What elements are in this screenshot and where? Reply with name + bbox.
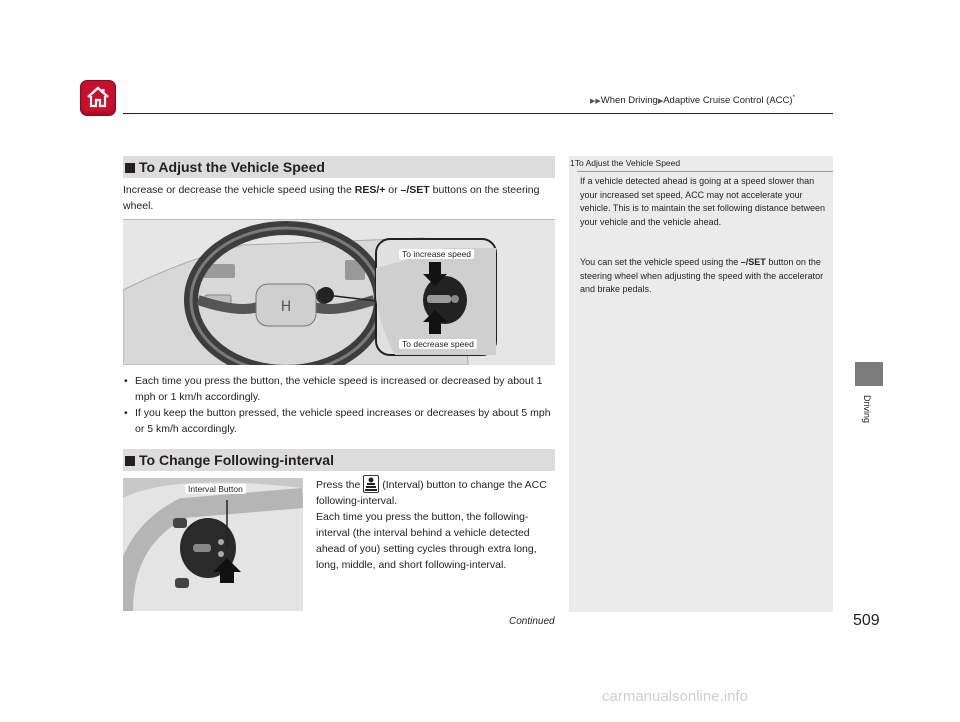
breadcrumb: [590, 95, 795, 106]
bullet-list: [123, 373, 553, 437]
sidebar-rule: [577, 171, 833, 172]
intro-text: Increase or decrease the vehicle speed using the: [123, 184, 355, 196]
section-title: To Change Following-interval: [139, 452, 334, 468]
section-square-icon: [125, 163, 135, 173]
note-mark: 1: [570, 158, 575, 168]
sidebar-paragraph: [580, 256, 826, 297]
bullet-item: • If you keep the button pressed, the vehicle speed increases or decreases by about 5 mph or 5 km/h accordingly.: [123, 405, 553, 437]
decrease-speed-label: To decrease speed: [399, 339, 477, 349]
option-mark: *: [792, 95, 795, 101]
interval-text: Each time you press the button, the following-interval (the interval behind a vehicle detected ahead of you) setting cycles through extra long, long, middle, and short following-interval.: [316, 511, 537, 571]
breadcrumb-arrow-icon: ▶: [657, 98, 664, 106]
section-square-icon: [125, 456, 135, 466]
bullet-item: • Each time you press the button, the vehicle speed is increased or decreased by about 1 mph or 1 km/h accordingly.: [123, 373, 553, 405]
minus-set-label: –/SET: [400, 184, 430, 196]
sidebar-paragraph: If a vehicle detected ahead is going at a speed slower than your increased set speed, ACC may not accelerate your vehicle. This is to maintain the set following distance between your vehicle and the vehicle ahead.: [580, 176, 825, 227]
section2-text: [316, 475, 554, 573]
sidebar-text: button on the steering wheel when adjusting the speed with the accelerator and brake pedals.: [580, 257, 824, 294]
header-rule: [123, 113, 833, 114]
interval-text: (Interval) button to change the ACC following-interval.: [316, 479, 547, 507]
page-number: 509: [853, 612, 880, 629]
svg-text:H: H: [280, 299, 292, 315]
sidebar-title: [570, 158, 680, 168]
section1-intro: [123, 182, 553, 214]
steering-wheel-figure: [123, 219, 555, 365]
breadcrumb-arrow-icon: ▶▶: [590, 98, 601, 106]
increase-speed-label: To increase speed: [399, 249, 474, 259]
continued-label: Continued: [509, 616, 555, 627]
chapter-tab-label[interactable]: Driving: [862, 395, 872, 424]
intro-text: buttons on the steering wheel.: [123, 184, 540, 212]
interval-icon: [363, 475, 379, 493]
interval-text: Press the: [316, 479, 364, 491]
interval-button-figure: [123, 478, 303, 611]
section-title: To Adjust the Vehicle Speed: [139, 159, 325, 175]
sidebar-title-text: To Adjust the Vehicle Speed: [574, 158, 681, 168]
res-plus-label: RES/+: [354, 184, 386, 196]
home-button[interactable]: [80, 80, 116, 116]
interval-button-label: Interval Button: [185, 484, 246, 494]
sidebar-text: You can set the vehicle speed using the: [580, 257, 741, 267]
breadcrumb-item-when-driving[interactable]: When Driving: [600, 95, 658, 107]
minus-set-label: –/SET: [740, 257, 766, 267]
chapter-tab[interactable]: [855, 362, 883, 386]
section-heading-following-interval: [123, 449, 555, 471]
home-icon: [86, 85, 110, 109]
intro-text: or: [385, 184, 401, 196]
section-heading-adjust-speed: [123, 156, 555, 178]
breadcrumb-item-acc[interactable]: Adaptive Cruise Control (ACC): [663, 95, 793, 107]
interval-button-illustration: [123, 478, 303, 611]
watermark: carmanualsonline.info: [602, 688, 748, 705]
